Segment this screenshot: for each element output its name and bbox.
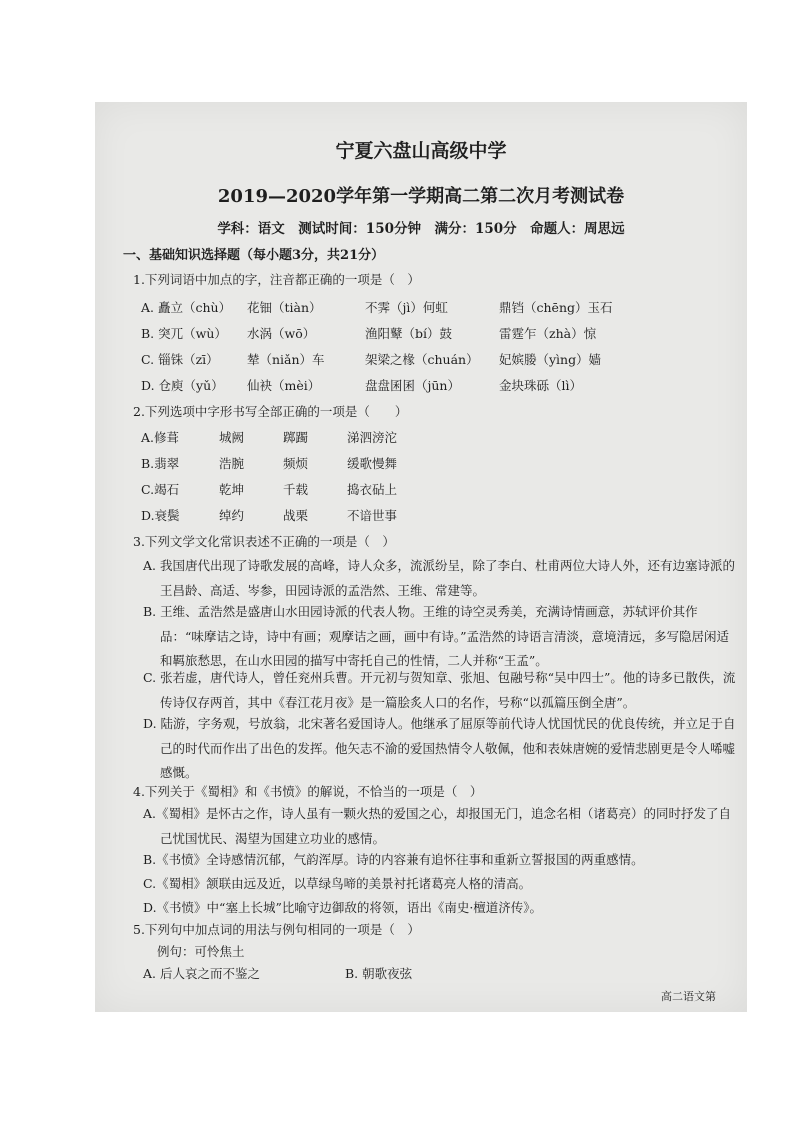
q1-option-text: 水涡（wō） bbox=[247, 326, 316, 341]
q5-option-a: A. 后人哀之而不鉴之 bbox=[143, 966, 260, 981]
q1-option-text: 架梁之椽（chuán） bbox=[365, 352, 479, 367]
q3-option-d: D. 陆游，字务观，号放翁，北宋著名爱国诗人。他继承了屈原等前代诗人忧国忧民的优良传统，并立足于自己的时代而作出了出色的发挥。他矢志不渝的爱国热情令人敬佩，他和表妹唐婉的爱情悲剧更是令人唏嘘感慨。 bbox=[143, 716, 736, 780]
q2-option-text: 缓歌慢舞 bbox=[347, 456, 398, 471]
q2-option-text: 千载 bbox=[283, 482, 309, 497]
q3-option-c: C. 张若虚，唐代诗人，曾任兖州兵曹。开元初与贺知章、张旭、包融号称“吴中四士”。他的诗多已散佚，流传诗仅存两首，其中《春江花月夜》是一篇脍炙人口的名作，号称“以孤篇压倒全唐”。 bbox=[143, 670, 736, 710]
q2-option-text: 绰约 bbox=[219, 508, 245, 523]
q1-option-text: 鼎铛（chēng）玉石 bbox=[499, 300, 613, 315]
q2-option-text: 捣衣砧上 bbox=[347, 482, 398, 497]
q2-option-text: 涕泗滂沱 bbox=[347, 430, 398, 445]
q2-option-text: A.修葺 bbox=[141, 430, 180, 445]
q4-option-a: A.《蜀相》是怀古之作，诗人虽有一颗火热的爱国之心，却报国无门，追念名相（诸葛亮）的同时抒发了自己忧国忧民、渴望为国建立功业的感情。 bbox=[143, 806, 732, 846]
question-5-stem: 5.下列句中加点词的用法与例句相同的一项是（ ） bbox=[133, 922, 420, 937]
q1-option-text: 不霁（jì）何虹 bbox=[365, 300, 448, 315]
exam-paper bbox=[95, 102, 747, 1012]
q1-option-text: 盘盘囷囷（jūn） bbox=[365, 378, 460, 393]
section-title: 一、基础知识选择题（每小题3分，共21分） bbox=[123, 248, 385, 263]
q4-option-c: C.《蜀相》颔联由远及近，以草绿鸟啼的美景衬托诸葛亮人格的清高。 bbox=[143, 876, 532, 891]
q2-option-text: 不谙世事 bbox=[347, 508, 398, 523]
q1-option-text: 金块珠砾（lì） bbox=[499, 378, 582, 393]
q1-option-text: 辇（niǎn）车 bbox=[247, 352, 325, 367]
q1-option-text: A. 矗立（chù） bbox=[141, 300, 232, 315]
question-3-stem: 3.下列文学文化常识表述不正确的一项是（ ） bbox=[133, 534, 395, 549]
exam-title: 2019—2020学年第一学期高二第二次月考测试卷 bbox=[217, 186, 625, 207]
q2-option-text: 战栗 bbox=[283, 508, 309, 523]
page-footer: 高二语文第 bbox=[661, 990, 716, 1003]
question-1-stem: 1.下列词语中加点的字，注音都正确的一项是（ ） bbox=[133, 272, 420, 287]
q2-option-text: 乾坤 bbox=[219, 482, 245, 497]
q1-option-text: 妃嫔媵（yìng）嫱 bbox=[499, 352, 602, 367]
question-2-stem: 2.下列选项中字形书写全部正确的一项是（ ） bbox=[133, 404, 408, 419]
q1-option-text: D. 仓庾（yǔ） bbox=[141, 378, 224, 393]
q3-option-a: A. 我国唐代出现了诗歌发展的高峰，诗人众多，流派纷呈，除了李白、杜甫两位大诗人外，还有边塞诗派的王昌龄、高适、岑参，田园诗派的孟浩然、王维、常建等。 bbox=[143, 558, 735, 598]
exam-info: 学科：语文 测试时间：150分钟 满分：150分 命题人：周思远 bbox=[217, 221, 625, 237]
q1-option-text: 仙袂（mèi） bbox=[247, 378, 321, 393]
q4-option-b: B.《书愤》全诗感情沉郁，气韵浑厚。诗的内容兼有追怀往事和重新立誓报国的两重感情。 bbox=[143, 852, 644, 867]
q1-option-text: 雷霆乍（zhà）惊 bbox=[499, 326, 597, 341]
q2-option-text: C.竭石 bbox=[141, 482, 180, 497]
q2-option-text: 城阙 bbox=[219, 430, 245, 445]
question-4-stem: 4.下列关于《蜀相》和《书愤》的解说，不恰当的一项是（ ） bbox=[133, 784, 483, 799]
q2-option-text: 浩腕 bbox=[219, 456, 245, 471]
q2-option-text: 踯躅 bbox=[283, 430, 309, 445]
q1-option-text: 渔阳鼙（bí）鼓 bbox=[365, 326, 452, 341]
q4-option-d: D.《书愤》中“塞上长城”比喻守边御敌的将领，语出《南史·檀道济传》。 bbox=[143, 900, 543, 915]
q5-option-b: B. 朝歌夜弦 bbox=[345, 966, 413, 981]
q5-example: 例句：可怜焦土 bbox=[157, 944, 245, 959]
q1-option-text: B. 突兀（wù） bbox=[141, 326, 227, 341]
school-name: 宁夏六盘山高级中学 bbox=[335, 140, 507, 162]
q2-option-text: 频烦 bbox=[283, 456, 309, 471]
q3-option-b: B. 王维、孟浩然是盛唐山水田园诗派的代表人物。王维的诗空灵秀美，充满诗情画意，苏轼评价其作品：“味摩诘之诗，诗中有画；观摩诘之画，画中有诗。”孟浩然的诗语言清淡，意境清远，多写隐居闲适和羁旅愁思，在山水田园的描写中寄托自己的性情，二人并称“王孟”。 bbox=[143, 604, 730, 668]
q2-option-text: D.衰鬓 bbox=[141, 508, 180, 523]
q1-option-text: 花钿（tiàn） bbox=[247, 300, 322, 315]
q2-option-text: B.翡翠 bbox=[141, 456, 180, 471]
q1-option-text: C. 锱铢（zī） bbox=[141, 352, 219, 367]
